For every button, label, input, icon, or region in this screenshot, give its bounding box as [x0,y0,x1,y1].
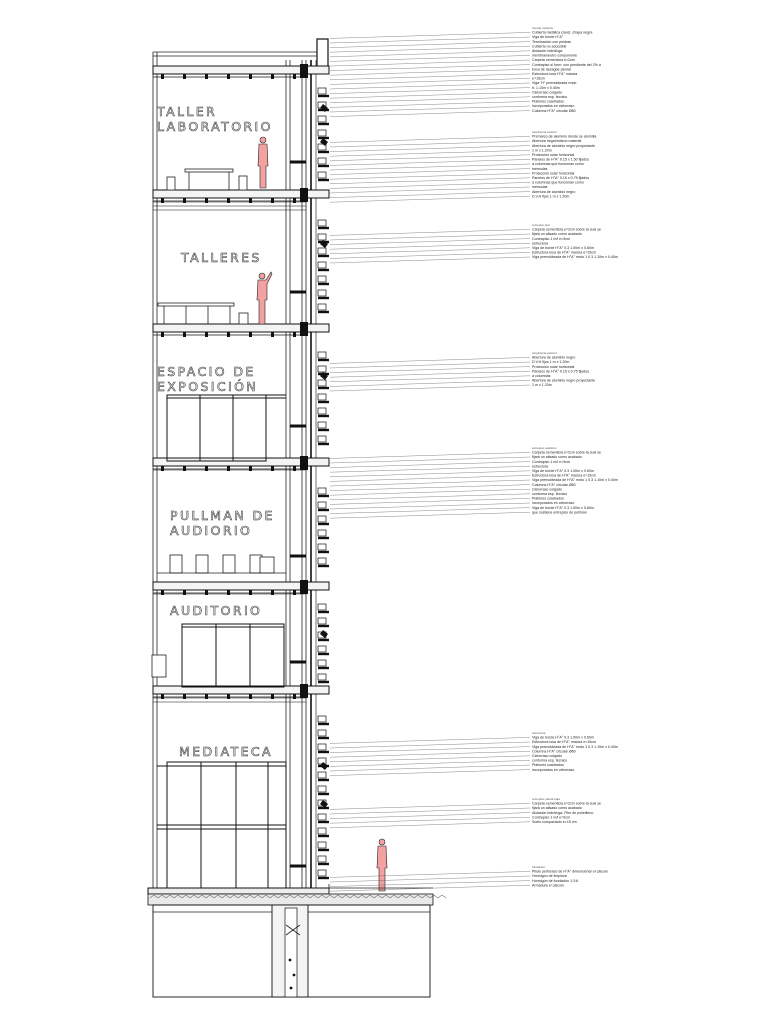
annotation-text: Abertura de aluminio negro [532,189,576,194]
annotation-text: Cubierta no accesible [532,44,567,49]
annotation-header: carpintería exterior [532,130,558,134]
leader-line [330,362,530,368]
annotation-text: Terminación con piedras [532,39,571,44]
leader-line [330,257,530,263]
sunshade-bracket [318,436,326,442]
room-label-taller-line1: TALLER [157,104,218,119]
sunshade-bracket [318,544,326,550]
sunshade-bracket [318,646,326,652]
annotation-text: Hormigón de limpieza [532,874,567,879]
leader-line [330,159,530,165]
leader-line [330,248,530,254]
annotation-group [330,865,608,891]
annotation-text: Premarco de aluminio donde se atornilla [532,134,597,139]
annotation-text: Paneles de H°A° 0.15 x 0.75 fijados [532,176,590,180]
annotation-group [330,26,601,117]
annotation-text: fijará un alisado como acabado [532,806,582,811]
sunshade-bracket [318,502,326,508]
annotation-text: estructura [532,464,548,469]
annotation-text: Viga de borde H°A° 0.3 1.00m x 0.60m [532,735,594,740]
annotation-text: e=15cm [532,76,545,81]
leader-line [330,751,530,757]
slab-joist [249,74,252,79]
annotation-header: remate cubierta [532,26,553,30]
annotation-text: Paneles de H°A° 0.15 x 0.75 fijados [532,369,590,374]
annotation-text: ménsulas [532,166,548,171]
slab-joist [205,74,208,79]
leader-line [330,136,530,142]
sunshade-bracket [318,842,326,848]
person-figure-talleres [257,272,272,324]
sunshade-bracket [318,262,326,268]
sunshade-bracket [318,856,326,862]
annotation-group [330,223,618,263]
leader-line [330,239,530,245]
leader-line [330,169,530,175]
sunshade-bracket [318,352,326,358]
leader-line [330,760,530,766]
annotation-text: Paneles de H°A° 0.15 x 1.50 fijados [532,157,590,162]
annotation-text: Aislación hidrófuga. Film de polietileno [532,810,594,815]
room-label-exposicion-line2: EXPOSICIÓN [157,379,259,394]
sunshade-bracket [318,408,326,414]
leader-line [330,74,530,80]
leader-line [330,765,530,771]
room-label-auditorio: AUDITORIO [170,603,263,618]
leader-line [330,229,530,235]
annotation-group [330,797,601,828]
annotation-text: Viga premoldeada de H°A° rmdo 1 0.3 1.10m x 0.40m [532,744,618,749]
leader-line [330,42,530,48]
leader-line [330,457,530,463]
leader-line [330,111,530,117]
annotation-group [330,731,618,776]
leader-line [330,466,530,472]
sunshade-bracket [318,304,326,310]
slab-joist [271,332,274,337]
annotation-text: conforma esp. técnico [532,758,568,763]
sunshade-bracket [318,772,326,778]
glazing-auditorio [182,624,284,687]
annotation-text: Contrapiso 1 m/l e=9cm [532,459,571,464]
leader-line [330,494,530,500]
annotation-text: 1 m x 1.20m [532,383,552,388]
annotation-group [330,130,596,202]
room-label-mediateca: MEDIATECA [179,744,273,759]
person-figure-taller [258,137,268,188]
annotation-text: D.V.H fijos 1 m x 1.20m [532,194,570,199]
leader-line [330,150,530,156]
annotation-text: Abertura negro/mismo material [532,139,582,144]
leader-line [330,83,530,89]
leader-line [330,97,530,103]
annotation-text: Viga "H" premoldeada rmdo [532,81,577,86]
leader-line [330,164,530,170]
leader-line [330,803,530,809]
leader-line [330,101,530,107]
annotation-text: estructura [532,241,548,246]
leader-line [330,155,530,161]
leader-line [330,141,530,147]
annotation-text: Estructura losa de H°A° maciza e=15cm [532,473,597,478]
annotation-text: Plafones cuadrados [532,496,564,501]
sunshade-bracket [318,248,326,254]
slab-joist [271,74,274,79]
leader-line [330,737,530,743]
leader-line [330,78,530,84]
annotation-text: Viga de borde H°A° 0.3 1.00m x 0.60m [532,469,594,473]
sunshade-bracket [318,530,326,536]
leader-line [330,51,530,57]
annotation-text: D.V.H fijos 1 m x 1.20m [532,360,570,365]
annotation-text: Carpeta cementicia e=2cm sobre la cual se [532,801,602,806]
sunshade-bracket [318,394,326,400]
slab-joist [249,332,252,337]
leader-line [330,92,530,98]
leader-line [330,192,530,198]
annotation-text: Cielorraso colgado [532,754,562,758]
sunshade-bracket [318,814,326,820]
sunshade-bracket [318,422,326,428]
annotation-text: Hormigón de fundación 1:3:6 [532,878,579,883]
annotation-text: Carpeta cementicia e=2cm [532,58,575,63]
edge-beam [300,456,308,470]
leader-line [330,178,530,184]
room-label-exposicion-line1: ESPACIO DE [157,364,256,379]
leader-line [330,452,530,458]
annotation-text: Contrapiso 1 m/l e=9cm [532,236,571,241]
leader-line [330,187,530,193]
annotation-text: a columnas que funcionan como [532,162,584,167]
leader-line [330,385,530,391]
annotation-text: Columna H°A° circular Ø60 [532,749,576,754]
annotation-text: Estructura losa H°A° maciza [532,72,578,76]
leader-line [330,357,530,363]
annotation-header: entrepiso tipo [532,223,551,227]
leader-line [330,871,530,877]
construction-annotations [330,26,618,891]
annotation-text: Pilote perforado de H°A° dimensionar el cálculo [532,869,608,874]
annotation-text: Contrapiso s/ form. con pendiente del 2% a [532,62,601,67]
slab-joist [227,74,230,79]
slab-joist [183,332,186,337]
annotation-text: boca de desagüe pluvial [532,67,571,72]
slab-joist [293,74,296,79]
sunshade-bracket [318,488,326,494]
annotation-text: membrana/otro componente [532,53,578,58]
leader-line [330,371,530,377]
annotation-text: Abertura de aluminio negro proyectante [532,143,596,148]
leader-line [330,55,530,61]
annotation-text: Carpeta cementicia e=2cm sobre la cual se [532,450,602,455]
annotation-text: Suelo compactado e=15 cm [532,820,577,824]
annotation-text: Viga de borde H°A° 0.3 1.00m x 0.60m [532,505,594,510]
sunshade-bracket [318,558,326,564]
annotation-text: incorporados en cielorraso [532,104,575,109]
annotation-group [330,351,595,391]
slab-joist [205,332,208,337]
sunshade-bracket [318,618,326,624]
sunshade-bracket [318,828,326,834]
leader-line [330,471,530,477]
sunshade-bracket [318,88,326,94]
sunshade-bracket [318,730,326,736]
slab-joist [227,332,230,337]
annotation-text: incorporados en cielorraso [532,767,575,772]
slab-joist [161,332,164,337]
room-label-pullman-line1: PULLMAN DE [170,508,275,523]
sunshade-bracket [318,276,326,282]
annotation-header: fundación [532,865,546,869]
room-label-taller-line2: LABORATORIO [157,119,273,134]
leader-line [330,813,530,819]
leader-line [330,234,530,240]
leader-line [330,376,530,382]
annotation-text: a columnas [532,374,551,378]
annotation-text: Viga de borde H°A° 0.3 1.00m x 0.60m [532,246,594,250]
leader-line [330,37,530,43]
leader-line [330,770,530,776]
annotation-text: Plafones cuadrados [532,99,564,104]
annotation-text: Cielorraso colgado [532,90,562,95]
leader-line [330,243,530,249]
sunshade-bracket [318,674,326,680]
annotation-text: que sostiene entrepiso de pullman [532,510,587,515]
annotation-text: Viga de borde H°A° [532,35,564,40]
annotation-text: Abertura de aluminio negro proyectante [532,378,596,383]
annotation-text: Protección solar horizontal [532,171,575,176]
annotation-text: Cielorraso colgado [532,487,562,492]
leader-line [330,817,530,823]
annotation-text: Columna H°A° circular Ø60 [532,108,576,113]
annotation-text: 1 m x 1.20m [532,148,552,153]
edge-beam [300,580,308,594]
sunshade-bracket [318,870,326,876]
slab-joist [183,74,186,79]
annotation-text: Viga premoldeada de H°A° rmdo 1 0.3 1.10m x 0.40m [532,255,618,260]
sunshade-bracket [318,116,326,122]
room-label-talleres: TALLERES [181,250,262,265]
annotation-text: Columna H°A° circular Ø60 [532,482,576,487]
leader-line [330,876,530,882]
annotation-header: entrepiso planta baja [532,797,560,801]
sunshade-bracket [318,786,326,792]
annotation-text: a columnas que funcionan como [532,180,584,185]
leader-line [330,881,530,887]
edge-beam [300,322,308,336]
annotation-text: b: 1.10m x 0.40m [532,85,560,90]
leader-line [330,462,530,468]
leader-line [330,182,530,188]
annotation-text: ménsulas [532,185,548,190]
leader-line [330,46,530,52]
annotation-header: estructura [532,731,546,735]
glazing-exposicion [167,395,286,461]
sunshade-bracket [318,758,326,764]
annotation-text: incorporados en cielorraso [532,501,575,506]
sunshade-bracket [318,290,326,296]
leader-line [330,65,530,71]
edge-beam [300,64,308,78]
annotation-text: fijará un alisado como acabado [532,455,582,460]
sunshade-bracket [318,380,326,386]
slab-joist [161,74,164,79]
leader-line [330,485,530,491]
leader-line [330,196,530,202]
leader-line [330,252,530,258]
leader-line [330,60,530,66]
leader-line [330,489,530,495]
sunshade-bracket [318,604,326,610]
annotation-text: Contrapiso 1 m/l e=9cm [532,815,571,820]
annotation-text: Protección solar horizontal [532,153,575,157]
annotation-text: Viga premoldeada de H°A° rmdo 1 0.3 1.10m x 0.40m [532,478,618,483]
sunshade-bracket [318,660,326,666]
leader-line [330,367,530,373]
annotation-text: Carpeta cementicia e=2cm sobre la cual se [532,227,602,232]
annotation-header: carpintería exterior [532,351,558,355]
leader-line [330,88,530,94]
leader-line [330,380,530,386]
leader-line [330,508,530,514]
annotation-text: Estructura losa de H°A° maciza e=15cm [532,740,597,745]
sunshade-bracket [318,716,326,722]
annotation-text: fijará un alisado como acabado [532,232,582,237]
leader-line [330,756,530,762]
sunshade-bracket [318,744,326,750]
glazing-mediateca [157,762,286,888]
leader-line [330,480,530,486]
annotation-text: Protección solar horizontal [532,364,575,369]
sunshade-bracket [318,366,326,372]
leader-line [330,512,530,518]
ground-foundation [148,884,446,997]
annotation-text: conforma esp. técnico [532,492,568,496]
leader-line [330,32,530,38]
leader-line [330,822,530,828]
person-figure-exterior [377,839,387,891]
annotation-text: Estructura losa de H°A° maciza e=15cm [532,250,597,255]
leader-line [330,106,530,112]
leader-line [330,498,530,504]
annotation-header: entrepiso auditorio [532,446,557,450]
leader-line [330,475,530,481]
annotation-text: Cubierta metálica c/ancl. chapa negra [532,30,593,35]
sunshade-bracket [318,130,326,136]
leader-line [330,808,530,814]
edge-beam [300,188,308,202]
annotation-text: Plafones cuadrados [532,763,564,768]
room-label-pullman-line2: AUDIORIO [170,523,253,538]
leader-line [330,503,530,509]
annotation-text: conforma esp. técnico [532,95,568,99]
sunshade-bracket [318,158,326,164]
sunshade-bracket [318,516,326,522]
annotation-text: Armadura s/ cálculo [532,883,564,888]
leader-line [330,146,530,152]
annotation-text: Aislación hidrófuga [532,49,563,53]
annotation-text: Abertura de aluminio negro [532,355,576,360]
sunshade-bracket [318,172,326,178]
sunshade-bracket [318,234,326,240]
annotation-group [330,446,618,518]
sunshade-bracket [318,220,326,226]
slab-joist [293,332,296,337]
facade-sunshades [290,88,329,878]
leader-line [330,742,530,748]
leader-line [330,69,530,75]
leader-line [330,173,530,179]
leader-line [330,747,530,753]
edge-beam [300,684,308,698]
